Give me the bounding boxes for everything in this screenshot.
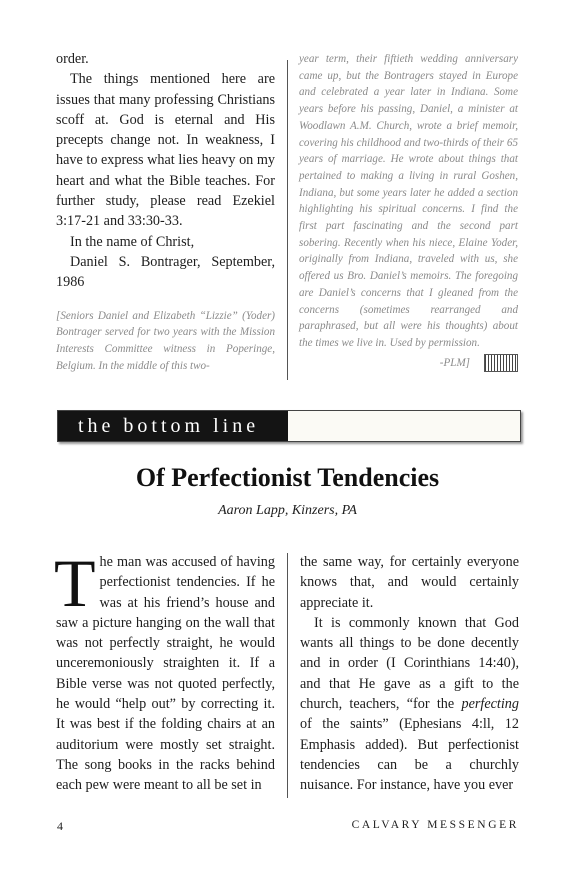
article-text: of the saints” (Ephesians 4:ll, 12 Emphasis added). But perfectionist tendencies can be a churchly nuisance. For instance, have you ever — [300, 716, 519, 794]
column-divider — [287, 553, 288, 798]
emphasis-text: perfecting — [461, 696, 519, 713]
paragraph: In the name of Christ, — [70, 233, 195, 250]
editor-initials: -PLM] — [439, 356, 470, 369]
section-banner — [57, 410, 521, 442]
article-paragraph-text: he man was accused of having perfectionist tendencies. If he was at his friend’s house and saw a picture hanging on the wall that was not perfectly straight, he would unceremoniously straighten it. If a Bible verse was not quoted perfectly, he would “help out” by correcting it. It was best if the folding chairs at an auditorium were mostly set straight. The song books in the racks behind each pew were meant to all be set in — [56, 554, 275, 794]
article-text: It is commonly known that God wants all things to be done decently and in order (I Corinthians 14:40), and that He gave as a gift to the church, teachers, “for the — [300, 614, 519, 713]
top-left-column — [56, 49, 275, 374]
publication-name: CALVARY MESSENGER — [351, 819, 519, 831]
article-left-column — [54, 545, 275, 796]
page-number: 4 — [57, 819, 63, 833]
end-mark-icon — [484, 354, 518, 372]
paragraph: The things mentioned here are issues that many professing Christians scoff at. God is eternal and His precepts change not. In weakness, I have to express what lies heavy on my heart and what the Bible teaches. For further study, please read Ezekiel 3:17-21 and 33:30-33. — [56, 71, 275, 230]
closing-text — [56, 49, 275, 293]
article-right-column — [300, 552, 519, 796]
article-title: Of Perfectionist Tendencies — [135, 463, 440, 492]
editor-note-text: year term, their fiftieth wedding anniversary came up, but the Bontragers stayed in Europe and celebrated a year later in Indiana. Some years before his passing, Daniel, a minister at Woodlawn A.M. Church, wrote a brief memoir, covering his childhood and two-thirds of their 65 years of marriage. He wrote about things that pertained to making a living in rural Goshen, Indiana, but some years later he added a section highlighting his spiritual concerns. I find the first part fascinating and the second part sobering. Recently when his niece, Elaine Yoder, originally from Indiana, traveled with us, she offered us Bro. Daniel’s memoirs. The foregoing are Daniel’s concerns that I gleaned from the concerns (sometimes rearranged and paraphrased, but all were his thoughts) about the times we live in. Used by permission. — [299, 53, 518, 349]
editor-note-start — [56, 308, 275, 375]
article-paragraph: the same way, for certainly everyone knows that, and would certainly appreciate it. — [300, 554, 519, 611]
column-divider — [287, 60, 288, 380]
top-right-column — [299, 51, 518, 372]
article-paragraph — [54, 545, 275, 796]
editor-note-continued — [299, 51, 518, 352]
section-banner-label: the bottom line — [58, 411, 288, 441]
editor-signature — [299, 354, 518, 372]
article-byline: Aaron Lapp, Kinzers, PA — [218, 503, 357, 518]
article-paragraph — [300, 613, 519, 796]
paragraph: order. — [56, 51, 89, 67]
drop-cap: T — [54, 545, 96, 621]
editor-note-text: [Seniors Daniel and Elizabeth “Lizzie” (Yoder) Bontrager served for two years with the Mission Interests Committee witness in Poperinge, Belgium. In the middle of this two- — [56, 309, 275, 372]
signature-line: Daniel S. Bontrager, September, 1986 — [56, 253, 275, 291]
